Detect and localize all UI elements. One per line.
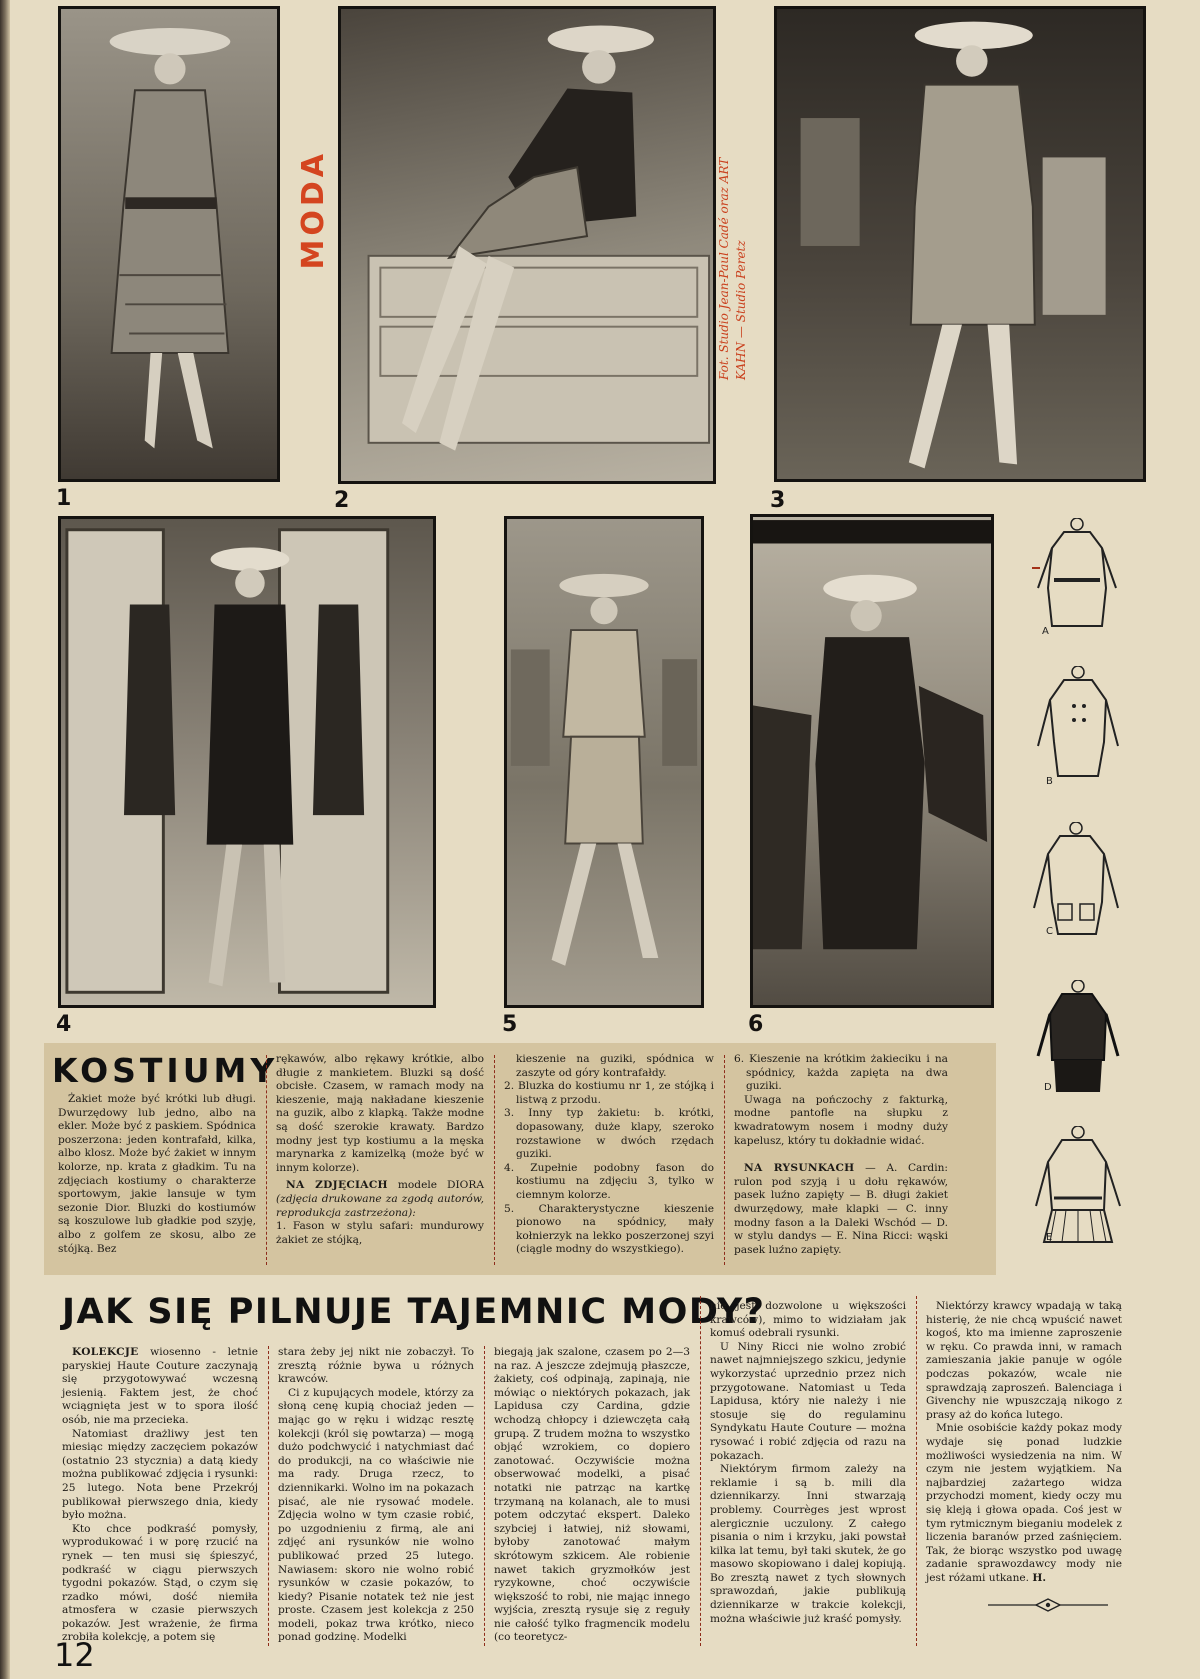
photo-number-3: 3 — [770, 488, 786, 513]
kostiumy-item-4: 4. Zupełnie podobny fason do kostiumu na zdjęciu 3, tylko w ciemnym kolorze. — [504, 1161, 714, 1201]
kostiumy-col-4 — [734, 1053, 948, 1257]
article-c5-p2-text: Mnie osobiście każdy pokaz mody wydaje się ponad ludzkie możliwości wysiedzenia na nim. W czym nie jestem wyjątkiem. Na najbardziej zażartego widza przychodzi moment, kiedy oczy mu się kleją i głowa opada. Coś jest w tym rytmicznym bieganiu modelek z liczenia baranów przed zaśnięciem. Tak, że biorąc wszystko pod uwagę zadanie sprawozdawcy mody nie jest różami utkane. — [926, 1422, 1122, 1584]
kostiumy-drawings-lead: NA RYSUNKACH — [744, 1162, 855, 1175]
kostiumy-col-2 — [276, 1053, 484, 1247]
photo-4 — [58, 516, 436, 1008]
kostiumy-col-3 — [504, 1053, 714, 1257]
sketch-letter-a: A — [1042, 626, 1049, 637]
photo-credit: Fot. Studio Jean-Paul Cadé oraz ART KAHN — Studio Peretz — [717, 157, 748, 380]
moda-label: MODA — [296, 150, 331, 270]
kostiumy-col4-text: Uwaga na pończochy z fakturką, modne pantofle na słupku z kwadratowym nosem i modny duży kapelusz, który tu dokładnie widać. — [734, 1093, 948, 1147]
article-col-2 — [278, 1346, 474, 1645]
photo-number-5: 5 — [502, 1012, 518, 1037]
kostiumy-item-1: 1. Fason w stylu safari: mundurowy żakiet ze stójką, — [276, 1220, 484, 1246]
article-c1-p1 — [62, 1346, 258, 1428]
article-col-5 — [926, 1300, 1122, 1585]
article-headline: JAK SIĘ PILNUJE TAJEMNIC MODY? — [62, 1292, 766, 1332]
kostiumy-photos-intro — [276, 1179, 484, 1220]
photo-6 — [750, 514, 994, 1008]
article-c1-p3: Kto chce podkraść pomysły, wyprodukować i w porę rzucić na rynek — ten musi się śpieszyć, podkraść w ciągu pierwszych tygodni pokazów. Stąd, o czym się rzadko mówi, dość niemiła atmosfera w czasie pierwszych pokazów. Jest wrażenie, że firma zrobiła kolekcję, a potem się — [62, 1522, 258, 1644]
sketch-b — [1034, 666, 1124, 786]
photo-number-2: 2 — [334, 488, 350, 513]
photo-5 — [504, 516, 704, 1008]
coat-sketch-c-icon — [1030, 822, 1124, 942]
kostiumy-item-2: 2. Bluzka do kostiumu nr 1, ze stójką i listwą z przodu. — [504, 1080, 714, 1106]
article-col-3 — [494, 1346, 690, 1645]
kostiumy-divider-2 — [494, 1055, 495, 1265]
page-number: 12 — [54, 1636, 95, 1674]
photo-3 — [774, 6, 1146, 482]
article-c2-p2: Ci z kupujących modele, którzy za słoną cenę kupią chociaż jeden — mając go w ręku i widząc resztę kolekcji (król się powtarza) — mogą dużo podchwycić i natychmiast dać do produkcji, na co właściwie nie ma rady. Druga rzecz, to dziennikarki. Wolno im na pokazach pisać, ale nie rysować modele. Zdjęcia wolno w tym czasie robić, po uzgodnieniu z firmą, ale ani zdjęć ani rysunków nie wolno publikować przed 25 lutego. Nawiasem: skoro nie wolno robić rysunków w czasie pokazów, to kiedy? Pisanie notatek też nie jest proste. Czasem jest kolekcja z 250 modeli, pokaz trwa krótko, niecо ponad godzinę. Modelki — [278, 1386, 474, 1644]
model-silhouette-1 — [61, 9, 277, 479]
kostiumy-list — [504, 1080, 714, 1257]
kostiumy-divider-1 — [266, 1055, 267, 1265]
photo-number-1: 1 — [56, 486, 72, 511]
article-c3-p1: biegają jak szalone, czasem po 2—3 na raz. A jeszcze zdejmują płaszcze, żakiety, coś odpinają, zapinają, nie mówiąc o niektórych pokazach, jak Lapidusa czy Cardina, gdzie wchodzą chłopcy i dziewczęta całą grupą. Z trudem można to wszystko objąć wzrokiem, co dopiero zanotować. Oczywiście można obserwować modelki, a pisać notatki nie patrząc na kartkę trzymaną na kolanach, ale to musi potem odczytać ekspert. Dalеko szybciej i łatwiej, niż słowami, byłoby zanotować małym skrótowym szkicem. Ale robienie nawet takich gryzmołków jest ryzykowne, choć oczywiście większość to robi, nie mając innego wyjścia, zresztą rysuje się z reguły nie całość tylko fragmencik modelu (co teoretycz- — [494, 1346, 690, 1644]
article-divider-3 — [700, 1296, 701, 1646]
model-silhouette-3 — [777, 9, 1143, 479]
sketch-a — [1032, 518, 1122, 638]
kostiumy-photos-note: (zdjęcia drukowane za zgodą autorów, reprodukcja zastrzeżona): — [276, 1192, 484, 1219]
article-c5-p1: Niektórzy krawcy wpadają w taką histerię, że nie chcą wpuścić nawet kogoś, kto ma imienne zaproszenie w ręku. Co prawda inni, w ramach zamieszania jakie panuje w ogóle podczas pokazów, wcale nie sprawdzają zaproszeń. Balenciaga i Givenchy nie wpuszczają nikogo z prasy aż do końca lutego. — [926, 1300, 1122, 1421]
article-c4-p2: U Niny Ricci nie wolno zrobić nawet najmniejszego szkicu, jedynie wykorzystać uprzednio przez nich przygotowane. Natomiast u Teda Lapidusa, który nie należy i nie stosuje się do regulaminu Syndykatu Haute Couture — można rysować i robić zdjęcia od razu na pokazach. — [710, 1340, 906, 1462]
article-c5-p2 — [926, 1422, 1122, 1585]
model-silhouette-5 — [507, 519, 701, 1005]
article-col-4 — [710, 1300, 906, 1626]
photo-number-4: 4 — [56, 1012, 72, 1037]
article-divider-1 — [268, 1346, 269, 1646]
article-signature: H. — [1032, 1571, 1047, 1584]
article-c2-p1: stara żeby jej nikt nie zobaczył. To zresztą różnie bywa u różnych krawców. — [278, 1346, 474, 1386]
sketch-letter-b: B — [1046, 776, 1053, 787]
article-c1-p2: Natomiast drażliwy jest ten miesiąc między zaczęciem pokazów (ostatnio 23 stycznia) a datą kiedy można publikować zdjęcia i rysunki: 25 lutego. Nota bene Przekrój publikował pierwszego dnia, kiedy było można. — [62, 1427, 258, 1522]
photo-2 — [338, 6, 716, 484]
sketch-c — [1030, 822, 1124, 942]
kostiumy-title: KOSTIUMY — [52, 1051, 279, 1090]
model-silhouette-4 — [61, 519, 433, 1005]
end-ornament-icon — [988, 1598, 1108, 1612]
article-col-1 — [62, 1346, 258, 1645]
kostiumy-drawings-note — [734, 1162, 948, 1257]
article-c4-p1: nie jest dozwolone u większości krawców), mimo to widziałam jak komuś odebrali rysunki. — [710, 1300, 906, 1340]
coat-sketch-a-icon — [1032, 518, 1122, 638]
kostiumy-col3-intro: kieszenie na guziki, spódnica w zaszyte od góry kontrafałdy. — [516, 1053, 714, 1079]
kostiumy-drawings-rest: — A. Cardin: rulon pod szyją i u dołu rękawów, pasek luźno zapięty — B. długi żakiet dwurzędowy, małe klapki — C. inny modny fason a la Daleki Wschód — D. w stylu dandys — E. Nina Ricci: wąski pasek luźno zapięty. — [734, 1162, 948, 1256]
kostiumy-photos-lead: NA ZDJĘCIACH — [286, 1179, 388, 1192]
coat-sketch-b-icon — [1034, 666, 1124, 786]
photo-number-6: 6 — [748, 1012, 764, 1037]
kostiumy-item-6: 6. Kieszenie na krótkim żakieciku i na spódnicy, każda zapięta na dwa guziki. — [734, 1053, 948, 1093]
article-divider-2 — [484, 1346, 485, 1646]
kostiumy-box — [44, 1043, 996, 1275]
kostiumy-col-1 — [58, 1093, 256, 1256]
kostiumy-divider-3 — [724, 1055, 725, 1265]
article-lead-word: KOLEKCJE — [72, 1346, 139, 1358]
sketch-letter-d: D — [1044, 1082, 1052, 1093]
kostiumy-list-cont — [734, 1053, 948, 1094]
sketch-letter-c: C — [1046, 926, 1053, 937]
model-silhouette-6 — [753, 517, 991, 1005]
article-c1-p1-text: wiosenno - letnie paryskiej Haute Couture zaczynają się przygotowywać wczesną jesienią. Faktem jest, że choć wciągnięta jest w to spora ilość osób, nie ma przecieka. — [62, 1346, 258, 1426]
article-divider-4 — [916, 1296, 917, 1646]
photo-1 — [58, 6, 280, 482]
kostiumy-col2-text: rękawów, albo rękawy krótkie, albo długie z mankietem. Bluzki są dość obcisłe. Czasem, w ramach mody na kieszenie, mają nakładane kieszenie na guzik, albo z klapką. Także modne są dość szerokie krawaty. Bardzo modny jest typ kostiumu a la męska marynarka z kamizelką (może być w innym kolorze). — [276, 1053, 484, 1174]
binding-edge — [0, 0, 10, 1679]
kostiumy-item-5: 5. Charakterystyczne kieszenie pionowo na spódnicy, mały kołnierzyk na lekko poszerzonej szyi (ciągle modny do wszystkiego). — [504, 1202, 714, 1256]
sketch-letter-e: E — [1046, 1232, 1053, 1243]
kostiumy-col1-text: Żakiet może być krótki lub długi. Dwurzędowy lub jedno, albo na ekler. Może być z paskiem. Spódnica poszerzona: jeden kontrafałd, kilka, albo klosz. Może być żakiet w innym kolorze, np. krata z gładkim. Tu na zdjęciach kostiumy o charakterze sportowym, jakie lansuje w tym sezonie Dior. Bluzki do kostiumów są koszulowe lub gładkie pod szyję, albo z golfem ze skosu, albo ze stójką. Bez — [58, 1093, 256, 1255]
kostiumy-item-3: 3. Inny typ żakietu: b. krótki, dopasowany, duże klapy, szeroko rozstawione w dwóch rzędach guziki. — [504, 1107, 714, 1161]
kostiumy-photos-rest: modele DIORA — [397, 1179, 484, 1192]
model-silhouette-2 — [341, 9, 713, 481]
article-c4-p3: Niektórym firmom zależy na reklamie i są b. mili dla dziennikarzy. Inni stwarzają problemy. Courrèges jest wprost alergicznie uczulony. Z całego pisania o nim i krzyku, jaki powstał kilka lat temu, był taki skutek, że go masowo skopiowano i dalej kopiują. Bo zresztą nawet z tych słownych sprawozdań, jakie publikują dziennikarze w trakcie kolekcji, można właściwie już kraść pomysły. — [710, 1463, 906, 1625]
